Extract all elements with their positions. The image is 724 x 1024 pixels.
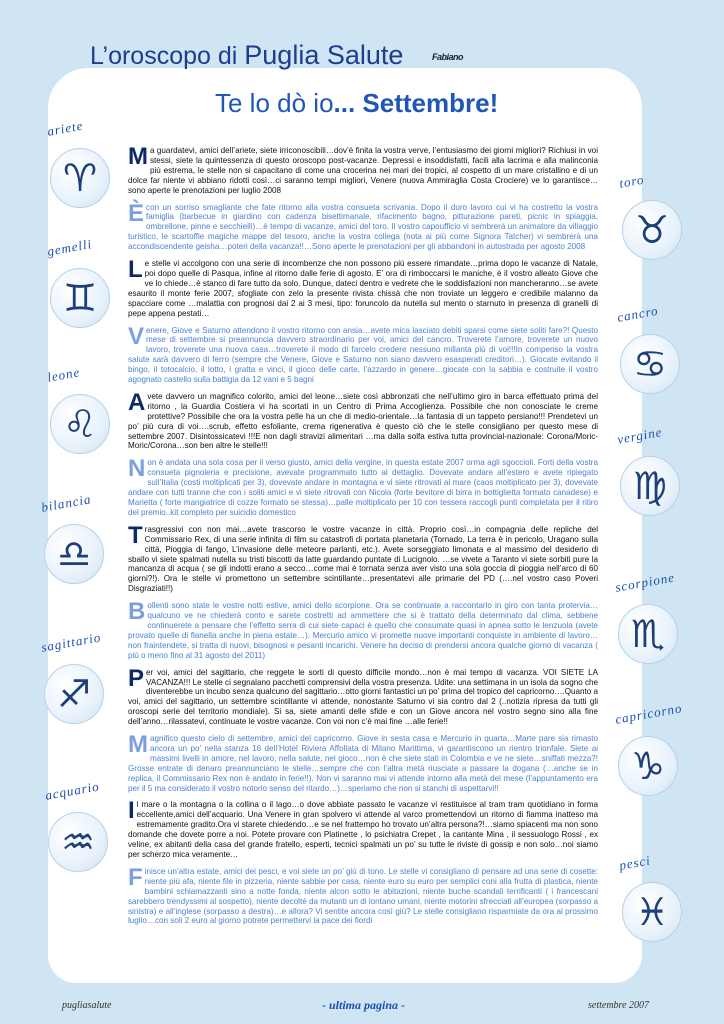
sign-label-bilancia: bilancia xyxy=(40,491,93,515)
aries-glyph: ♈ xyxy=(62,156,98,200)
sign-bilancia xyxy=(40,491,108,590)
sign-label-acquario: acquario xyxy=(44,778,101,803)
cancer-glyph: ♋ xyxy=(632,342,668,386)
sign-ariete xyxy=(46,117,114,214)
horoscope-sagittario xyxy=(128,664,599,727)
horoscope-vergine xyxy=(128,455,598,517)
sign-label-pesci: pesci xyxy=(618,852,652,873)
horoscope-ariete xyxy=(128,143,598,196)
drop-cap: F xyxy=(128,863,143,891)
gemini-glyph: ♊ xyxy=(62,276,98,320)
horoscope-scorpione xyxy=(128,598,598,660)
sign-gemelli xyxy=(46,236,114,334)
drop-cap: N xyxy=(128,455,146,483)
page-headline xyxy=(215,88,498,119)
horoscope-text-column xyxy=(128,143,599,933)
headline-bold: ... Settembre! xyxy=(333,88,499,118)
drop-cap: I xyxy=(128,797,135,825)
horoscope-text: agnifico questo cielo di settembre, amici del capricorno. Giove in sesta casa e Mercurio in quarta…Marte pare sia rimasto ancora un po’ nella stanza 16 dell’Hotel Riviera Affollata di Milano Marittima, vi garantiscono un rientro trionfale. Siete ai massimi livelli in amore, nel lavoro, nella salute, nel gioco…non è che siete stati in Colombia e ve ne siete…sniffati mezza?! Grosse entrate di denaro preannunciano le stelle…sempre che con l’altra metà riusciate a passare la dogana (…anche se in replica, il Commissario Rex non è andato in ferie!!). Non vi saranno mai vi attende intorno alla metà del mese (l’appuntamento era per il 5 ma considerato il vostro notorio senso del ritardo…)…speriamo che non si stanchi di aspettarvi!! xyxy=(128,734,598,793)
taurus-icon xyxy=(622,200,682,260)
horoscope-text: rasgressivi con non mai…avete trascorso le vostre vacanze in città. Proprio così…in compagnia delle repliche del Commissario Rex, di una serie infinita di film su catastrofi di portata planetaria (Tornado, La terra è in pericolo, Uragano sulla città, Pioggia di fango, L’invasione delle meteore parlanti, etc.). Avete sorseggiato limonata e al massimo del desiderio di sballo vi siete spalmati nutella su tristi biscotti da latte guardando puntate di Lucignolo. …se vivete a Taranto vi siete sorbiti pure la mancanza di acqua ( se gli indotti erano a secco…come mai è tornata senza aver visto una sola goccia di pioggia nell’arco di 60 giorni?!). Ora le stelle vi promettono un settembre scintillante…presentatevi alle primarie del PD (….nel vostro caso Poveri Disgraziati!!) xyxy=(128,524,598,594)
sign-label-capricorno: capricorno xyxy=(614,700,684,727)
capricorn-icon xyxy=(618,736,678,796)
gemini-icon xyxy=(50,268,110,328)
sagittarius-glyph: ♐ xyxy=(56,672,92,716)
drop-cap: M xyxy=(128,143,148,170)
virgo-glyph: ♍ xyxy=(632,464,668,508)
headline-normal: Te lo dò io xyxy=(215,88,334,118)
drop-cap: B xyxy=(128,598,146,626)
horoscope-text: on è andata una sola cosa per il verso giusto, amici della vergine, in questa estate 2007 orma agli sgoccioli. Forti della vostra consueta pignoleria e precisione, avevate programmato tutto al dettaglio. Dovevate andare all’estero e avete ripiegato sull’Italia (costi moltiplicati per 3), dovevate andare in montagna e vi siete ritrovati al mare (caos moltiplicato per 3), dovevate andare con tutti tranne che con i soliti amici e vi siete ritrovati con Nicola (forte bevitore di birra in bottiglietta formato canadese) e Marietta ( forte mangiatrice di cozze formato se stessa)…palle moltiplicato per 10 con tessera raccogli punti completata per il ritiro del premio..kit completo per suicidio domestico xyxy=(128,458,598,517)
page-header xyxy=(90,40,403,71)
horoscope-pesci xyxy=(128,863,598,926)
pisces-glyph: ♓ xyxy=(634,890,670,934)
drop-cap: M xyxy=(128,731,148,759)
libra-icon xyxy=(44,524,104,584)
horoscope-cancro xyxy=(128,322,598,385)
aquarius-icon xyxy=(48,812,108,872)
libra-glyph: ♎ xyxy=(56,532,92,576)
horoscope-text: con un sorriso smagliante che fate ritorno alla vostra consueta scrivania. Dopo il duro lavoro cui vi ha costretto la vostra famiglia (barbecue in giardino con cadenza bisettimanale, rifacimento bagno, pitturazione pareti, picnic in spiaggia, ombrellone, pinne e secchielli)…è tempo di vacanze, amici del toro. Il vostro capoufficio vi sembrerà un animatore da villaggio turistico, le scartoffie magiche mappe del tesoro, anche la vostra collega (nota ai più come Signora Tatcher) vi sembrerà una accondiscendente geisha…poteri della vacanza!!…Sono aperte le prenotazioni per gli abbandoni in autostrada per agosto 2008 xyxy=(128,202,598,252)
horoscope-capricorno xyxy=(128,731,598,793)
sign-label-gemelli: gemelli xyxy=(46,236,94,259)
drop-cap: V xyxy=(128,322,145,350)
aries-icon xyxy=(50,148,110,208)
drop-cap: È xyxy=(128,199,145,227)
scorpio-icon xyxy=(618,604,678,664)
leo-glyph: ♌ xyxy=(62,402,98,446)
pisces-icon xyxy=(622,882,682,942)
sign-acquario xyxy=(44,778,112,878)
horoscope-text: inisce un’altra estate, amici dei pesci, e voi siete un po’ giù di tono. Le stelle vi consigliano di pensare ad una serie di cosette: niente più afa, niente file in pizzeria, niente sabbie per casa, niente euro su euro per semplici coni alla frutta di plastica, niente bambini schiamazzanti sino a notte fonda, niente alcon sotto le abitazioni, niente buche scandali terrificanti ( i francescani sarebbero trendyssimi al sospetto), niente decolté da mutanti un di lontano umani, niente motorini sfrecciati all’europea (sorpasso a sinistra) e all’inglese (sorpasso a destra)…e allora? Vi sentite ancora così giù? Le stelle consigliano risparmiate da ora al prossimo luglio…con soli 2 euro al giorno potrete permettervi la pace dei fiordi xyxy=(128,866,598,926)
sign-label-cancro: cancro xyxy=(616,302,660,325)
horoscope-text: enere, Giove e Saturno attendono il vostro ritorno con ansia…avete mica lasciato debiti sparsi come siete soliti fare?! Questo mese di settembre si preannuncia davvero straordinario per voi, amici del cancro. Troverete l’amore, troverete un nuovo lavoro, troverete una nuova casa…troverete il modo di farcelo credere nessuno millanta più di voi!!!In compenso la vostra salute sarà davvero di ferro (sempre che Venere, Giove e Saturno non siano davvero esasperati creditori…). Giocate evitando il bingo, il totocalcio, il lotto, i gratta e vinci, il gioco delle carte, l’azzardo in genere…giocate con la sabbia e costruite il vostro agognato castello sulla battigia da 12 vani e 5 bagni xyxy=(128,325,598,385)
horoscope-bilancia xyxy=(128,521,598,594)
aquarius-glyph: ♒ xyxy=(60,820,96,864)
drop-cap: T xyxy=(128,521,143,549)
horoscope-text: e stelle vi accolgono con una serie di incombenze che non possono più essere rimandate…prima dopo le vacanze di Natale, poi dopo quelle di Pasqua, infine al ritorno dalle ferie di agosto. E’ ora di rimboccarsi le maniche, è il vostro alleato Giove che ve lo chiede…è stanco di fare tutto da solo. Dunque, dateci dentro e vedrete che le soddisfazioni non mancheranno…se avete esaurito il monte ferie 2007, sfogliate con zelo la presente rivista chissà che non troviate un leggero e credibile malanno da spacciare come …malattia con prognosi dai 2 ai 3 mesi, tipo: foruncolo da nutella sul mento o starnuto in presenza di granelli di pepe appena pestati… xyxy=(128,259,598,318)
sign-label-toro: toro xyxy=(618,171,646,191)
leo-icon xyxy=(50,394,110,454)
footer-right: settembre 2007 xyxy=(588,1000,650,1011)
sign-label-vergine: vergine xyxy=(616,424,664,447)
horoscope-text: er voi, amici del sagittario, che reggete le sorti di questo difficile mondo…non è mai tempo di vacanza. VOI SIETE LA VACANZA!!! Le stelle ci segnalano pacchetti comprensivi della vostra presenza. Udite: una settimana in un isola da sogno che diventerebbe un incubo senza qualcuno del sagittario…otto giorni fantastici un po’ prima del tropico del capricorno….Quanto a voi, amici del sagittario, un settembre scintillante vi attende, nonostante Saturno vi sia contro dal 2 (..notizia ripresa da tutti gli oroscopi serie del territorio mondiale). Si sa, siete amanti delle sfide e con un Giove ancora nel vostro segno sino alla fine dell’anno…rilassatevi, continuate le vostre vacanze. Con voi non c’è mai fine …alle ferie!! xyxy=(128,667,599,727)
horoscope-text: a guardatevi, amici dell’ariete, siete irriconoscibili…dov’è finita la vostra verve, l’entusiasmo dei giorni migliori? Richiusi in voi stessi, siete la quintessenza di questo oroscopo post-vacanze. Depressi e insoddisfatti, facili alla lacrima e alla malinconia più estrema, le stelle non si capacitano di come una crocerina nei mari dei tropici, al cospetto di un mare cristallino e di un dolce far niente vi abbiano ridotti così…ci saranno tempi migliori, Venere (nuova Ammiraglia Costa Crociere) ve lo garantisce…sono aperte le prenotazioni per luglio 2008 xyxy=(128,146,598,195)
scorpio-glyph: ♏ xyxy=(630,612,666,656)
drop-cap: L xyxy=(128,256,143,284)
taurus-glyph: ♉ xyxy=(634,208,670,252)
sagittarius-icon xyxy=(44,664,104,724)
footer-left: pugliasalute xyxy=(62,1000,112,1011)
horoscope-text: l mare o la montagna o la collina o il lago…o dove abbiate passato le vacanze vi restituisce al tram tram quotidiano in forma eccellente,amici dell’acquario. Una Venere in gran spolvero vi attende al varco promettendovi un ritorno di fiamma inatteso ma estremamente gradito.Ora vi starete chiedendo…e se nel frattempo ho trovato un’altra persona?!…siamo spiacenti ma non sono domande che dovete porre a noi. Potete provare con Platinette , lo psichiatra Crepet , la cantante Mina , il sessuologo Rossi , ex veline, ex abitanti della casa del grande fratello, esperti, tecnici spalmati un po’ su tutte le riviste di gossip e non solo…noi siamo per scherzo mica veramente… xyxy=(128,800,598,859)
capricorn-glyph: ♑ xyxy=(630,744,666,788)
horoscope-toro xyxy=(128,199,598,253)
horoscope-leone xyxy=(128,388,598,451)
sign-leone xyxy=(46,364,114,460)
sign-label-sagittario: sagittario xyxy=(40,629,103,655)
sign-label-leone: leone xyxy=(46,364,82,385)
sign-vergine xyxy=(616,424,684,522)
drop-cap: P xyxy=(128,664,145,692)
sign-scorpione xyxy=(614,569,682,670)
sign-label-ariete: ariete xyxy=(46,117,85,139)
sign-toro xyxy=(618,171,686,266)
sign-label-scorpione: scorpione xyxy=(614,569,676,595)
cancer-icon xyxy=(620,334,680,394)
header-brand: Puglia Salute xyxy=(244,40,404,70)
footer-center: - ultima pagina - xyxy=(322,998,406,1012)
horoscope-text: vete davvero un magnifico colorito, amici del leone…siete così abbronzati che nell’ultimo giro in barca effettuato prima del ritorno , la Guardia Costiera vi ha scortati in un Centro di Prima Accoglienza. Possibile che non conosciate le creme protettive? Possibile che ora la vostra pelle ha un che di medio-orientale…la fantasia di un tappeto persiano!!! Prendetevi un po’ più cura di voi….scrub, effetto esfoliante, crema rigenerativa è questo ciò che le stelle consigliano per questo mese di settembre 2007. Disintossicatevi !!!E non dagli stravizi alimentari …ma dalla solfa estiva tutta provincial-nazionale: Corona/Moric-Moric/Corona…son ben altre le stelle!!! xyxy=(128,391,598,451)
sign-pesci xyxy=(618,852,686,948)
horoscope-text: ollenti sono state le vostre notti estive, amici dello scorpione. Ora se continuate a raccontarlo in giro con tanta protervia…qualcuno ve ne chiederà conto e sarete costretti ad ammettere che si è trattato della determinato dal clima, sebbene continuerete a pensare che l’effetto serra di cui siete capaci è quello che consumate quasi in apnea sotto le lenzuola (avete provato quelle di flanella anche in piena estate…). Mercurio amico vi promette nuove importanti conquiste in ambiente di lavoro…non fraintendete, si tratta di nuovi, bisognosi e pesanti incarichi. Venere ha deciso di prendersi ancora qualche giorno di vacanza ( più o meno fino al 31 agosto del 2011) xyxy=(128,601,598,660)
horoscope-gemelli xyxy=(128,256,598,318)
horoscope-acquario xyxy=(128,797,598,859)
drop-cap: A xyxy=(128,388,146,416)
sign-cancro xyxy=(616,302,684,400)
virgo-icon xyxy=(620,456,680,516)
publisher-logo: Fabiano xyxy=(432,52,464,62)
header-title-prefix: L’oroscopo di xyxy=(90,42,245,70)
sign-sagittario xyxy=(40,629,108,730)
sign-capricorno xyxy=(614,700,684,802)
